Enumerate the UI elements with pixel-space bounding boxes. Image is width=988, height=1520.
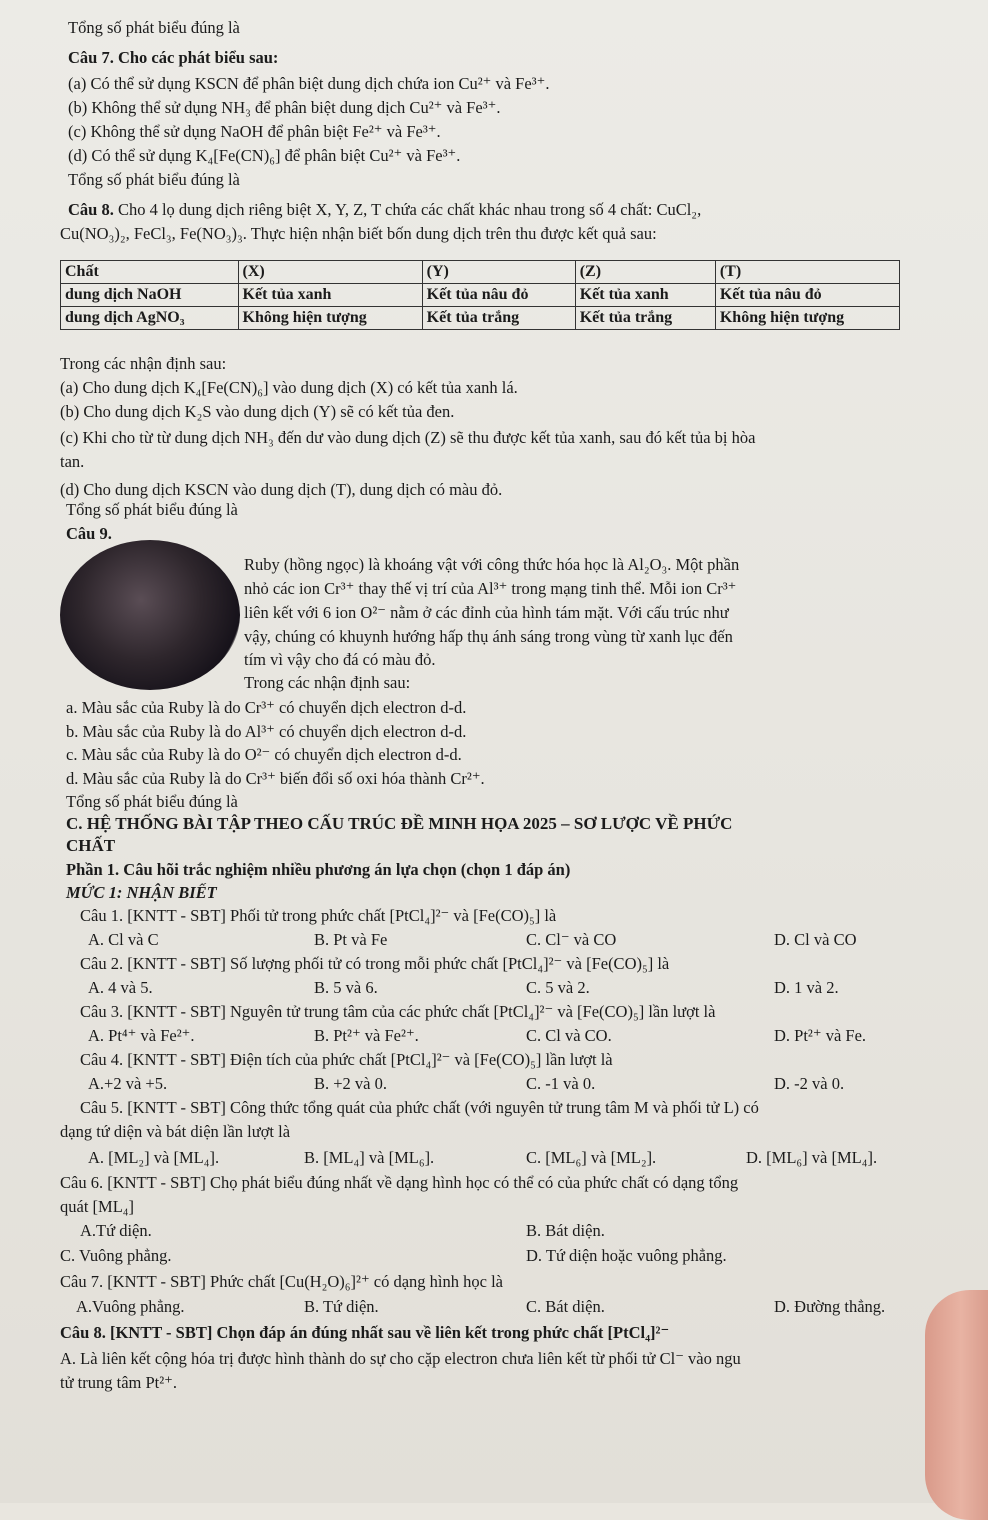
mcq-7-question: Câu 7. [KNTT - SBT] Phức chất [Cu(H₂O)₆]²⁺ có dạng hình học là (60, 1272, 504, 1291)
table-header-row (61, 261, 900, 284)
q8-title: Câu 8. (68, 200, 114, 219)
table-cell: Kết tủa trắng (575, 307, 715, 330)
table-cell: Kết tủa nâu đỏ (715, 284, 899, 307)
mcq-3-option-a: A. Pt⁴⁺ và Fe²⁺. (88, 1026, 195, 1045)
q9-a: a. Màu sắc của Ruby là do Cr³⁺ có chuyển dịch electron d-d. (66, 698, 467, 717)
ruby-gem-image (60, 540, 240, 690)
mcq-6-option-b: B. Bát diện. (526, 1221, 605, 1240)
q8-table (60, 260, 900, 330)
table-cell: Kết tủa xanh (238, 284, 422, 307)
q7-c: (c) Không thể sử dụng NaOH để phân biệt Fe²⁺ và Fe³⁺. (68, 122, 441, 141)
section-c-heading-2: CHẤT (66, 836, 116, 855)
q9-p3: liên kết với 6 ion O²⁻ nằm ở các đỉnh của hình tám mặt. Với cấu trúc như (244, 603, 729, 622)
mcq-5-option-d: D. [ML₆] và [ML₄]. (746, 1148, 878, 1167)
q9-p4: vậy, chúng có khuynh hướng hấp thụ ánh sáng trong vùng từ xanh lục đến (244, 627, 733, 646)
mcq-5-question: Câu 5. [KNTT - SBT] Công thức tổng quát của phức chất (với nguyên tử trung tâm M và phối tử L) có (80, 1098, 759, 1117)
q8-line1 (68, 200, 701, 220)
q7-total: Tổng số phát biểu đúng là (68, 170, 240, 189)
table-row (61, 284, 900, 307)
q9-p5: tím vì vậy cho đá có màu đỏ. (244, 650, 436, 669)
mcq-7-option-a: A.Vuông phẳng. (76, 1297, 185, 1316)
mcq-1-option-d: D. Cl và CO (774, 930, 857, 949)
table-cell: dung dịch NaOH (61, 284, 239, 307)
mcq-4-option-b: B. +2 và 0. (314, 1074, 388, 1093)
mcq-1-option-a: A. Cl và C (88, 930, 159, 949)
mcq-3-option-c: C. Cl và CO. (526, 1026, 612, 1045)
table-cell: Kết tủa trắng (422, 307, 575, 330)
mcq-2-option-a: A. 4 và 5. (88, 978, 153, 997)
mcq-2-option-c: C. 5 và 2. (526, 978, 590, 997)
table-header: (Z) (575, 261, 715, 284)
mcq-5-option-a: A. [ML₂] và [ML₄]. (88, 1148, 220, 1167)
mcq-3-question: Câu 3. [KNTT - SBT] Nguyên tử trung tâm của các phức chất [PtCl₄]²⁻ và [Fe(CO)₅] lần lượt là (80, 1002, 716, 1021)
q9-b: b. Màu sắc của Ruby là do Al³⁺ có chuyển dịch electron d-d. (66, 722, 467, 741)
q7-d: (d) Có thể sử dụng K₄[Fe(CN)₆] để phân biệt Cu²⁺ và Fe³⁺. (68, 146, 461, 165)
mcq-5-option-b: B. [ML₄] và [ML₆]. (304, 1148, 435, 1167)
q9-d: d. Màu sắc của Ruby là do Cr³⁺ biến đổi số oxi hóa thành Cr²⁺. (66, 769, 485, 788)
mcq-6-option-d: D. Tứ diện hoặc vuông phẳng. (526, 1246, 727, 1265)
mcq-1-option-b: B. Pt và Fe (314, 930, 388, 949)
mcq-3-option-d: D. Pt²⁺ và Fe. (774, 1026, 867, 1045)
q8-a: (a) Cho dung dịch K₄[Fe(CN)₆] vào dung dịch (X) có kết tủa xanh lá. (60, 378, 518, 397)
part1-heading: Phần 1. Câu hõi trắc nghiệm nhiều phương án lựa chọn (chọn 1 đáp án) (66, 860, 571, 879)
mcq-3-option-b: B. Pt²⁺ và Fe²⁺. (314, 1026, 419, 1045)
mcq-5-option-c: C. [ML₆] và [ML₂]. (526, 1148, 657, 1167)
q9-total: Tổng số phát biểu đúng là (66, 792, 238, 811)
mcq-4-option-d: D. -2 và 0. (774, 1074, 845, 1093)
q9-p2: nhỏ các ion Cr³⁺ thay thế vị trí của Al³⁺ trong mạng tinh thể. Mỗi ion Cr³⁺ (244, 579, 737, 598)
table-cell: dung dịch AgNO₃ (61, 307, 239, 330)
mcq-4-option-c: C. -1 và 0. (526, 1074, 596, 1093)
q9-p6: Trong các nhận định sau: (244, 673, 411, 692)
table-cell: Không hiện tượng (238, 307, 422, 330)
q8-line2: Cu(NO₃)₂, FeCl₃, Fe(NO₃)₃. Thực hiện nhận biết bốn dung dịch trên thu được kết quả sau: (60, 224, 657, 243)
table-header: (Y) (422, 261, 575, 284)
mcq-7-option-d: D. Đường thẳng. (774, 1297, 886, 1316)
mcq-6-option-c: C. Vuông phẳng. (60, 1246, 172, 1265)
q7-b: (b) Không thể sử dụng NH₃ để phân biệt dung dịch Cu²⁺ và Fe³⁺. (68, 98, 501, 117)
mcq-4-option-a: A.+2 và +5. (88, 1074, 168, 1093)
mcq-8-question: Câu 8. [KNTT - SBT] Chọn đáp án đúng nhất sau về liên kết trong phức chất [PtCl₄]²⁻ (60, 1323, 670, 1342)
q9-p1: Ruby (hồng ngọc) là khoáng vật với công thức hóa học là Al₂O₃. Một phần (244, 555, 740, 574)
mcq-2-option-b: B. 5 và 6. (314, 978, 378, 997)
intro-line: Tổng số phát biểu đúng là (68, 18, 240, 37)
q9-title: Câu 9. (66, 524, 112, 543)
section-c-heading: C. HỆ THỐNG BÀI TẬP THEO CẤU TRÚC ĐỀ MINH HỌA 2025 – SƠ LƯỢC VỀ PHỨC (66, 814, 733, 833)
mcq-1-question: Câu 1. [KNTT - SBT] Phối tử trong phức chất [PtCl₄]²⁻ và [Fe(CO)₅] là (80, 906, 557, 925)
q8-intro: Trong các nhận định sau: (60, 354, 227, 373)
q8-d: (d) Cho dung dịch KSCN vào dung dịch (T), dung dịch có màu đỏ. (60, 480, 503, 499)
q8-c2: tan. (60, 452, 85, 471)
table-cell: Kết tủa nâu đỏ (422, 284, 575, 307)
mcq-6-option-a: A.Tứ diện. (80, 1221, 152, 1240)
level-heading: MỨC 1: NHẬN BIẾT (66, 883, 217, 902)
finger-shadow (925, 1290, 988, 1520)
table-cell: Không hiện tượng (715, 307, 899, 330)
mcq-2-option-d: D. 1 và 2. (774, 978, 839, 997)
q8-text: Cho 4 lọ dung dịch riêng biệt X, Y, Z, T chứa các chất khác nhau trong số 4 chất: CuCl₂, (117, 200, 702, 219)
mcq-1-option-c: C. Cl⁻ và CO (526, 930, 617, 949)
mcq-8-option-a-2: tử trung tâm Pt²⁺. (60, 1373, 178, 1392)
q7-title: Câu 7. Cho các phát biểu sau: (68, 48, 279, 67)
mcq-6-question: Câu 6. [KNTT - SBT] Chọ phát biểu đúng nhất về dạng hình học có thể có của phức chất có dạng tổng (60, 1173, 739, 1192)
q8-total: Tổng số phát biểu đúng là (66, 500, 238, 519)
table-cell: Kết tủa xanh (575, 284, 715, 307)
mcq-8-option-a: A. Là liên kết cộng hóa trị được hình thành do sự cho cặp electron chưa liên kết từ phối tử Cl⁻ vào ngu (60, 1349, 741, 1368)
mcq-4-question: Câu 4. [KNTT - SBT] Điện tích của phức chất [PtCl₄]²⁻ và [Fe(CO)₅] lần lượt là (80, 1050, 613, 1069)
q9-c: c. Màu sắc của Ruby là do O²⁻ có chuyển dịch electron d-d. (66, 745, 462, 764)
table-header: (T) (715, 261, 899, 284)
q7-a: (a) Có thể sử dụng KSCN để phân biệt dung dịch chứa ion Cu²⁺ và Fe³⁺. (68, 74, 550, 93)
mcq-2-question: Câu 2. [KNTT - SBT] Số lượng phối tử có trong mỗi phức chất [PtCl₄]²⁻ và [Fe(CO)₅] là (80, 954, 670, 973)
q8-b: (b) Cho dung dịch K₂S vào dung dịch (Y) sẽ có kết tủa đen. (60, 402, 455, 421)
mcq-7-option-b: B. Tứ diện. (304, 1297, 379, 1316)
mcq-7-option-c: C. Bát diện. (526, 1297, 605, 1316)
q8-c1: (c) Khi cho từ từ dung dịch NH₃ đến dư vào dung dịch (Z) sẽ thu được kết tủa xanh, sau đó kết tủa bị hòa (60, 428, 756, 447)
table-row (61, 307, 900, 330)
table-header: Chất (61, 261, 239, 284)
mcq-5-question-2: dạng tứ diện và bát diện lần lượt là (60, 1122, 291, 1141)
table-header: (X) (238, 261, 422, 284)
mcq-6-question-2: quát [ML₄] (60, 1197, 135, 1216)
